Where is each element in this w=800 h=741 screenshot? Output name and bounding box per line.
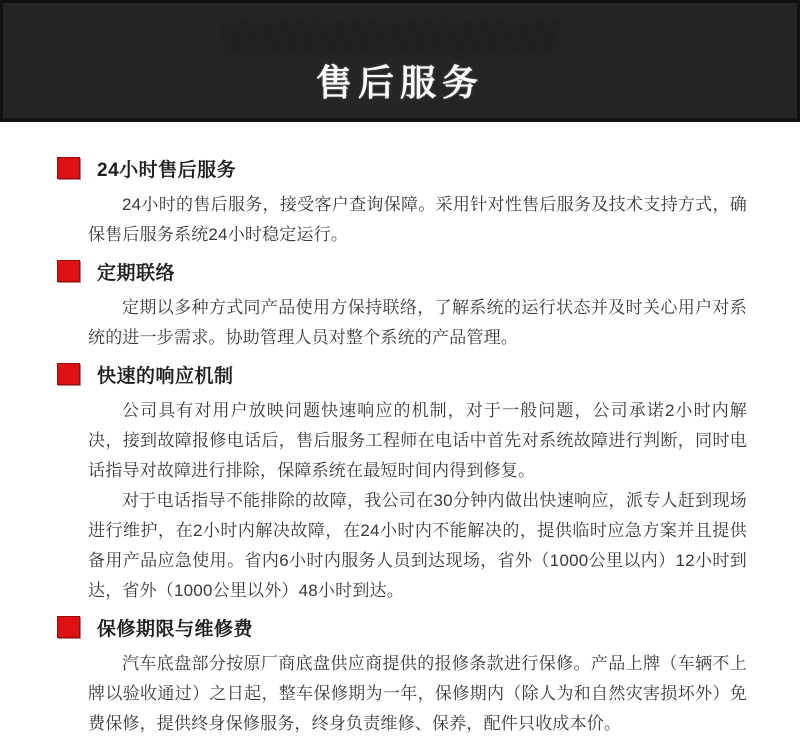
section-paragraph: 汽车底盘部分按原厂商底盘供应商提供的报修条款进行保修。产品上牌（车辆不上牌以验收通过）之日起，整车保修期为一年，保修期内（除人为和自然灾害损坏外）免费保修，提供终身保修服务，终身负责维修、保养，配件只收成本价。 [88,654,747,733]
section-paragraph: 对于电话指导不能排除的故障，我公司在30分钟内做出快速响应，派专人赶到现场进行维护，在2小时内解决故障，在24小时内不能解决的，提供临时应急方案并且提供备用产品应急使用。省内6小时内服务人员到达现场，省外（1000公里以内）12小时到达，省外（1000公里以外）48小时到达。 [88,491,747,600]
section-heading-row [57,259,747,283]
page-title: 售后服务 [315,62,484,103]
red-square-bullet-icon [57,260,80,282]
section-paragraph: 公司具有对用户放映问题快速响应的机制，对于一般问题，公司承诺2小时内解决，接到故障报修电话后，售后服务工程师在电话中首先对系统故障进行判断，同时电话指导对故障进行排除，保障系统在最短时间内得到修复。 [88,401,747,480]
section-heading: 快速的响应机制 [97,365,234,387]
section-heading: 保修期限与维修费 [97,618,254,640]
header-banner [0,0,800,122]
section-regular-contact [57,259,747,353]
red-square-bullet-icon [57,363,80,385]
section-heading-row [57,615,747,639]
red-square-bullet-icon [57,157,80,179]
document-body [0,122,800,739]
section-24h-service [57,156,747,250]
section-rapid-response [57,362,747,606]
section-heading: 24小时售后服务 [97,159,237,181]
section-paragraph: 24小时的售后服务，接受客户查询保障。采用针对性售后服务及技术支持方式，确保售后服务系统24小时稳定运行。 [88,195,747,244]
watermark-smudge [220,21,567,53]
section-warranty-fees [57,615,747,739]
section-paragraph: 定期以多种方式同产品使用方保持联络，了解系统的运行状态并及时关心用户对系统的进一步需求。协助管理人员对整个系统的产品管理。 [88,298,747,347]
red-square-bullet-icon [57,616,80,638]
section-heading-row [57,362,747,386]
section-heading-row [57,156,747,180]
section-heading: 定期联络 [97,262,176,284]
